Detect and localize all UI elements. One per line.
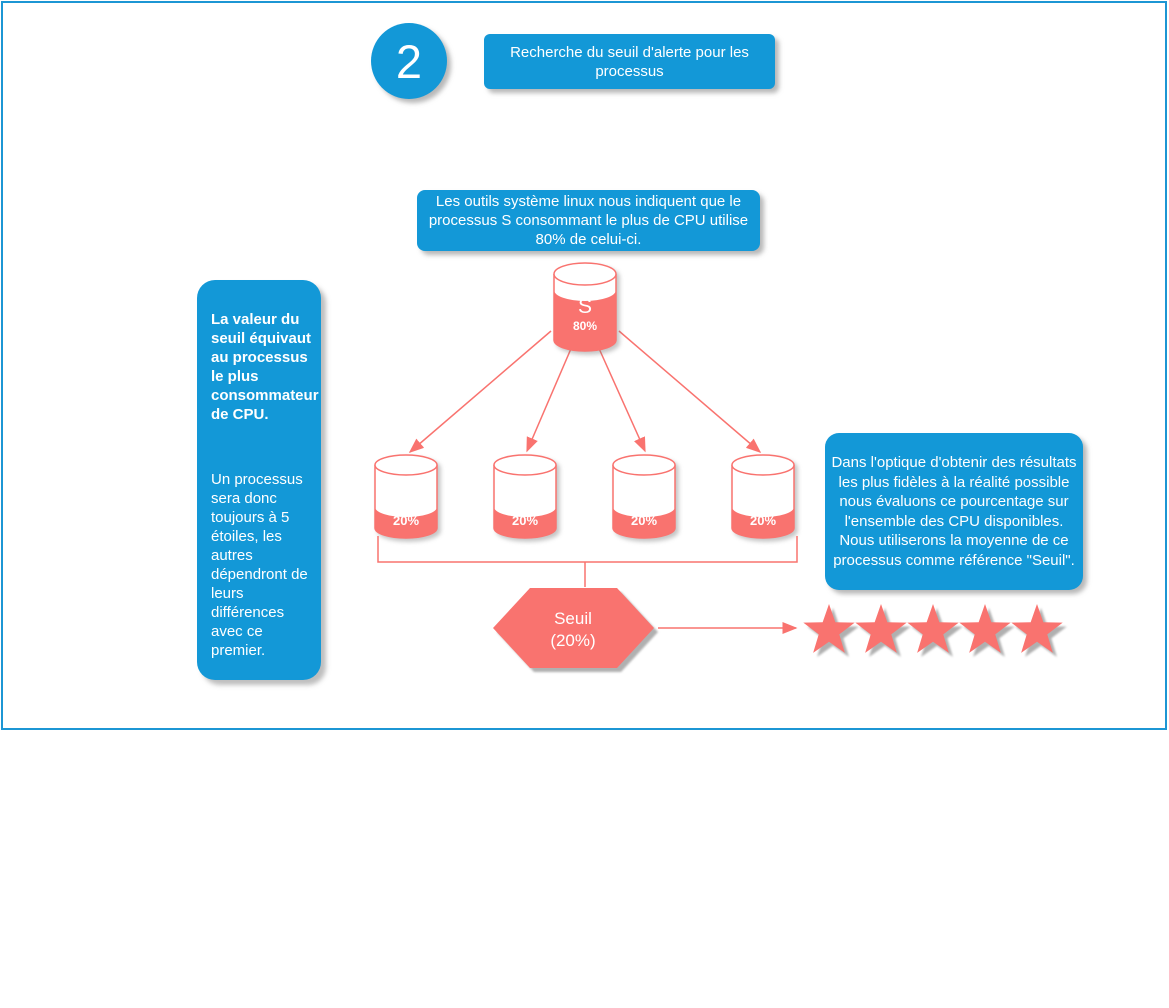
cpu-cylinder-2-value: 20% [511,513,539,528]
arrow-to-cpu-2 [527,344,573,451]
cpu-cylinder-3-value: 20% [630,513,658,528]
bracket-line [378,536,797,562]
star-icon [855,604,906,653]
hexagon-label: Seuil [554,609,592,628]
arrow-to-cpu-4 [619,331,760,452]
cpu-cylinder-2 [494,455,556,538]
arrow-to-cpu-1 [410,331,551,452]
hexagon-value: (20%) [550,631,596,650]
step-number: 2 [395,34,423,88]
star-rating [803,604,1062,653]
main-process-cylinder [554,263,616,351]
right-note-text: Dans l'optique d'obtenir des résultats les plus fidèles à la réalité possible nous évaluons ce pourcentage sur l'ensemble des CPU disponibles. Nous utiliserons la moyenne de ce processus comme référence "Seuil". [831,454,1077,569]
star-icon [803,604,854,653]
cpu-cylinder-1-value: 20% [392,513,420,528]
threshold-hexagon [493,588,654,668]
star-icon [907,604,958,653]
cpu-cylinder-4-value: 20% [749,513,777,528]
main-cylinder-label: S [577,295,593,318]
top-note-text: Les outils système linux nous indiquent que le processus S consommant le plus de CPU utilise 80% de celui-ci. [428,193,749,248]
cpu-cylinder-4 [732,455,794,538]
gather-bracket [378,536,797,587]
star-icon [959,604,1010,653]
cpu-cylinder-3 [613,455,675,538]
cpu-cylinder-1 [375,455,437,538]
star-icon [1011,604,1062,653]
left-note-regular-text: Un processus sera donc toujours à 5 étoiles, les autres dépendront de leurs différences avec ce premier. [211,471,308,659]
main-cylinder-value: 80% [572,319,598,333]
left-note-bold-text: La valeur du seuil équivaut au processus le plus consommateur de CPU. [211,311,319,423]
arrow-to-cpu-3 [597,344,645,451]
title-text: Recherche du seuil d'alerte pour les processus [510,43,749,80]
